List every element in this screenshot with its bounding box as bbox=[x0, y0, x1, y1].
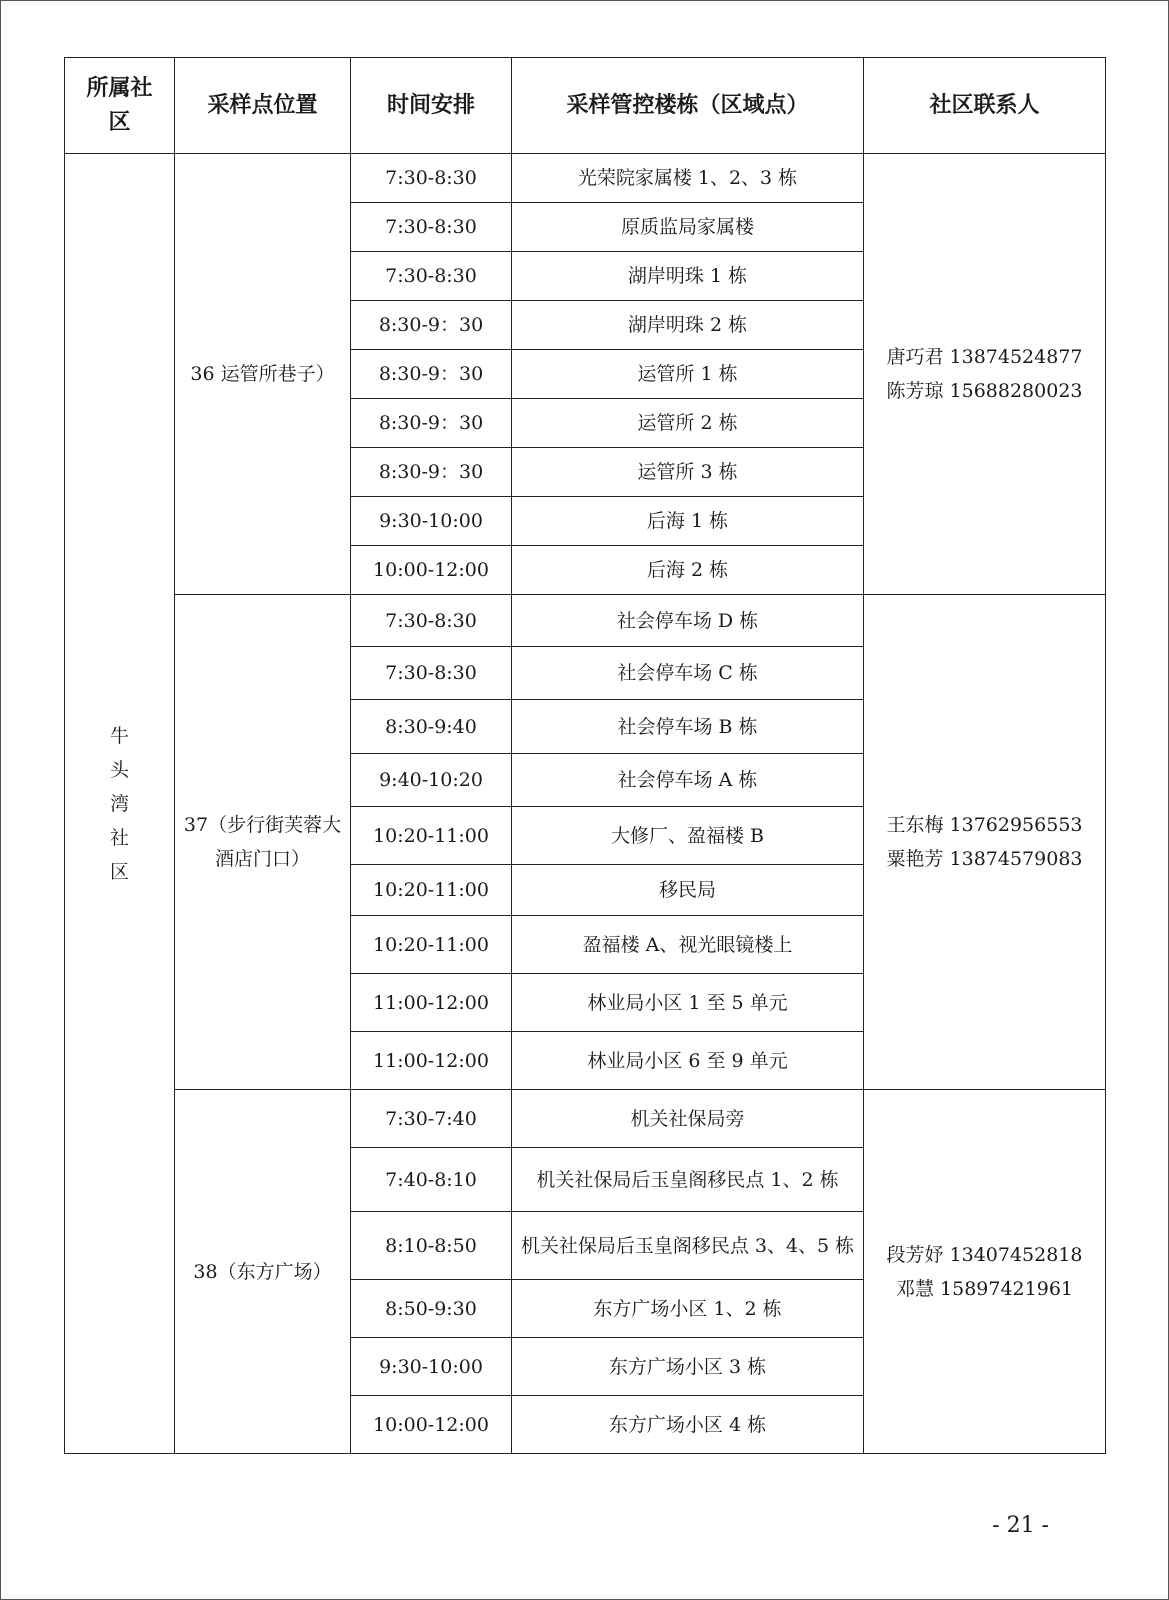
time-cell: 9:30-10:00 bbox=[351, 497, 512, 546]
area-cell: 大修厂、盈福楼 B bbox=[512, 807, 864, 865]
contact-person: 段芳妤 13407452818 bbox=[886, 1243, 1083, 1266]
time-cell: 9:40-10:20 bbox=[351, 754, 512, 807]
header-community: 所属社区 bbox=[65, 58, 175, 154]
area-cell: 原质监局家属楼 bbox=[512, 203, 864, 252]
time-cell: 10:20-11:00 bbox=[351, 807, 512, 865]
table-header-row bbox=[65, 58, 1106, 154]
table-row bbox=[65, 154, 1106, 203]
time-cell: 8:30-9：30 bbox=[351, 301, 512, 350]
time-cell: 8:30-9：30 bbox=[351, 448, 512, 497]
area-cell: 东方广场小区 1、2 栋 bbox=[512, 1280, 864, 1338]
area-cell: 林业局小区 1 至 5 单元 bbox=[512, 974, 864, 1032]
area-cell: 运管所 2 栋 bbox=[512, 399, 864, 448]
time-cell: 7:30-8:30 bbox=[351, 154, 512, 203]
header-time: 时间安排 bbox=[351, 58, 512, 154]
site-cell: 36 运管所巷子） bbox=[175, 154, 351, 595]
table-row bbox=[65, 1090, 1106, 1148]
contact-person: 陈芳琼 15688280023 bbox=[886, 380, 1083, 402]
community-char: 牛 bbox=[109, 724, 129, 747]
time-cell: 7:30-7:40 bbox=[351, 1090, 512, 1148]
community-char: 区 bbox=[109, 860, 129, 883]
table-body bbox=[65, 154, 1106, 1454]
area-cell: 湖岸明珠 2 栋 bbox=[512, 301, 864, 350]
time-cell: 8:30-9:40 bbox=[351, 700, 512, 754]
time-cell: 7:40-8:10 bbox=[351, 1148, 512, 1212]
site-cell: 38（东方广场） bbox=[175, 1090, 351, 1454]
contact-person: 唐巧君 13874524877 bbox=[886, 346, 1083, 368]
contact-cell bbox=[864, 154, 1106, 595]
site-cell: 37（步行街芙蓉大酒店门口） bbox=[175, 595, 351, 1090]
time-cell: 10:00-12:00 bbox=[351, 1396, 512, 1454]
time-cell: 8:30-9：30 bbox=[351, 399, 512, 448]
area-cell: 光荣院家属楼 1、2、3 栋 bbox=[512, 154, 864, 203]
table-row bbox=[65, 595, 1106, 647]
area-cell: 林业局小区 6 至 9 单元 bbox=[512, 1032, 864, 1090]
time-cell: 7:30-8:30 bbox=[351, 203, 512, 252]
page-number: - 21 - bbox=[992, 1513, 1049, 1538]
area-cell: 东方广场小区 4 栋 bbox=[512, 1396, 864, 1454]
area-cell: 社会停车场 B 栋 bbox=[512, 700, 864, 754]
area-cell: 湖岸明珠 1 栋 bbox=[512, 252, 864, 301]
time-cell: 8:50-9:30 bbox=[351, 1280, 512, 1338]
header-contact: 社区联系人 bbox=[864, 58, 1106, 154]
contact-person: 粟艳芳 13874579083 bbox=[886, 848, 1083, 870]
area-cell: 盈福楼 A、视光眼镜楼上 bbox=[512, 916, 864, 974]
community-char: 湾 bbox=[109, 792, 129, 815]
area-cell: 运管所 3 栋 bbox=[512, 448, 864, 497]
time-cell: 9:30-10:00 bbox=[351, 1338, 512, 1396]
sampling-schedule-table bbox=[64, 57, 1106, 1454]
community-char: 社 bbox=[109, 826, 129, 849]
area-cell: 机关社保局后玉皇阁移民点 3、4、5 栋 bbox=[512, 1212, 864, 1280]
time-cell: 8:30-9：30 bbox=[351, 350, 512, 399]
area-cell: 机关社保局后玉皇阁移民点 1、2 栋 bbox=[512, 1148, 864, 1212]
time-cell: 7:30-8:30 bbox=[351, 252, 512, 301]
area-cell: 东方广场小区 3 栋 bbox=[512, 1338, 864, 1396]
time-cell: 10:00-12:00 bbox=[351, 546, 512, 595]
area-cell: 后海 2 栋 bbox=[512, 546, 864, 595]
area-cell: 社会停车场 D 栋 bbox=[512, 595, 864, 647]
time-cell: 10:20-11:00 bbox=[351, 916, 512, 974]
header-area: 采样管控楼栋（区域点） bbox=[512, 58, 864, 154]
contact-person: 王东梅 13762956553 bbox=[886, 814, 1083, 836]
contact-person: 邓慧 15897421961 bbox=[895, 1277, 1073, 1300]
area-cell: 社会停车场 A 栋 bbox=[512, 754, 864, 807]
area-cell: 机关社保局旁 bbox=[512, 1090, 864, 1148]
area-cell: 后海 1 栋 bbox=[512, 497, 864, 546]
area-cell: 移民局 bbox=[512, 865, 864, 916]
header-site: 采样点位置 bbox=[175, 58, 351, 154]
time-cell: 11:00-12:00 bbox=[351, 974, 512, 1032]
area-cell: 社会停车场 C 栋 bbox=[512, 647, 864, 700]
time-cell: 7:30-8:30 bbox=[351, 595, 512, 647]
time-cell: 11:00-12:00 bbox=[351, 1032, 512, 1090]
area-cell: 运管所 1 栋 bbox=[512, 350, 864, 399]
contact-cell bbox=[864, 595, 1106, 1090]
time-cell: 7:30-8:30 bbox=[351, 647, 512, 700]
contact-cell bbox=[864, 1090, 1106, 1454]
community-cell bbox=[65, 154, 175, 1454]
community-char: 头 bbox=[109, 758, 129, 781]
time-cell: 10:20-11:00 bbox=[351, 865, 512, 916]
time-cell: 8:10-8:50 bbox=[351, 1212, 512, 1280]
